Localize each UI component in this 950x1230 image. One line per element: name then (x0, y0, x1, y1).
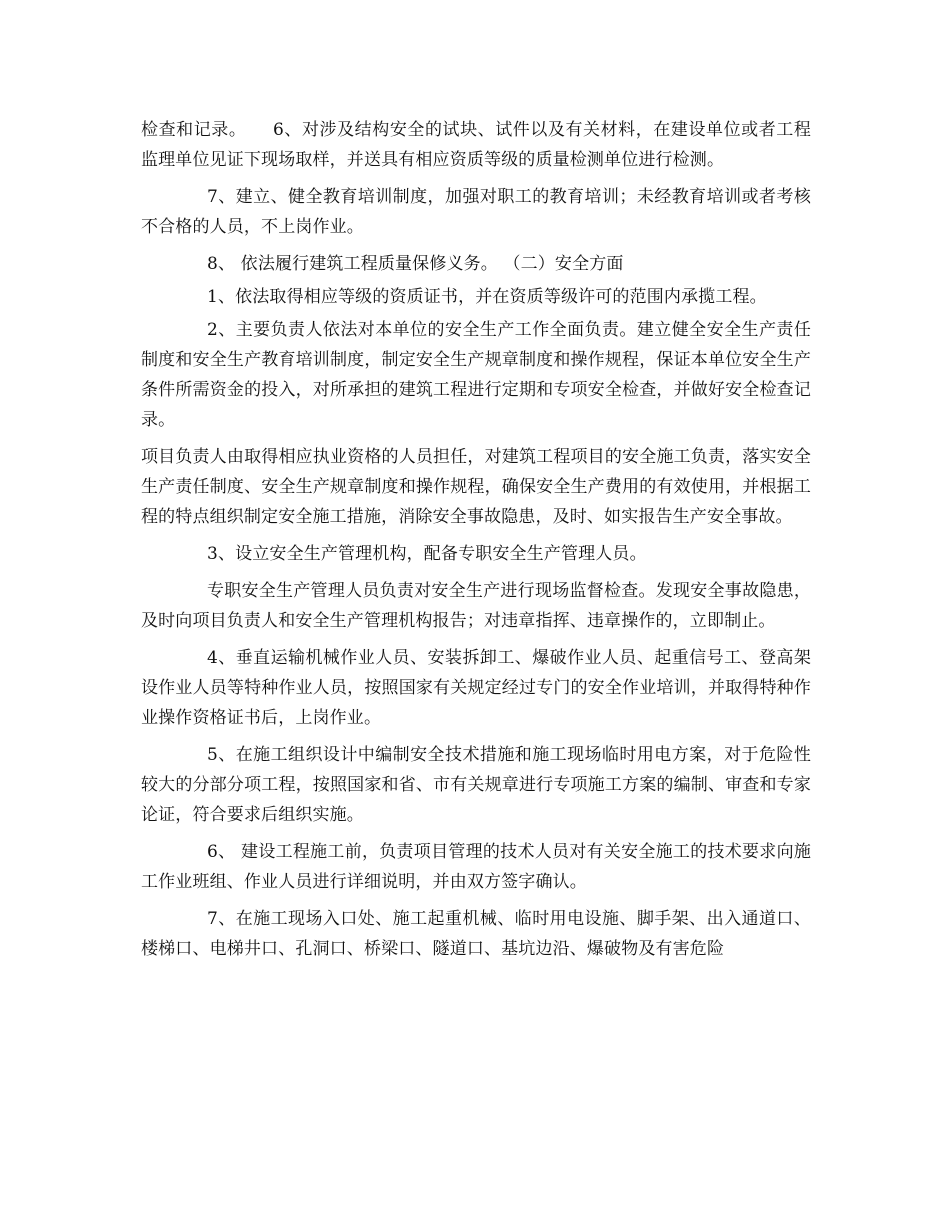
paragraph-4: 1、依法取得相应等级的资质证书，并在资质等级许可的范围内承揽工程。 (207, 287, 767, 307)
paragraph-5: 2、主要负责人依法对本单位的安全生产工作全面负责。建立健全安全生产责任制度和安全生产教育培训制度，制定安全生产规章制度和操作规程，保证本单位安全生产条件所需资金的投入，对所承担的建筑工程进行定期和专项安全检查，并做好安全检查记录。 (141, 320, 811, 430)
paragraph-8: 专职安全生产管理人员负责对安全生产进行现场监督检查。发现安全事故隐患，及时向项目负责人和安全生产管理机构报告；对违章指挥、违章操作的，立即制止。 (141, 581, 811, 631)
paragraph-9: 4、垂直运输机械作业人员、安装拆卸工、爆破作业人员、起重信号工、登高架设作业人员等特种作业人员，按照国家有关规定经过专门的安全作业培训，并取得特种作业操作资格证书后，上岗作业。 (141, 648, 811, 728)
paragraph-10: 5、在施工组织设计中编制安全技术措施和施工现场临时用电方案，对于危险性较大的分部分项工程，按照国家和省、市有关规章进行专项施工方案的编制、审查和专家论证，符合要求后组织实施。 (141, 745, 811, 825)
paragraph-11: 6、 建设工程施工前，负责项目管理的技术人员对有关安全施工的技术要求向施工作业班组、作业人员进行详细说明，并由双方签字确认。 (141, 842, 811, 892)
paragraph-7: 3、设立安全生产管理机构，配备专职安全生产管理人员。 (207, 544, 647, 564)
document-body (141, 115, 811, 971)
paragraph-2: 7、建立、健全教育培训制度，加强对职工的教育培训；未经教育培训或者考核不合格的人员，不上岗作业。 (141, 187, 811, 237)
paragraph-6: 项目负责人由取得相应执业资格的人员担任，对建筑工程项目的安全施工负责，落实安全生产责任制度、安全生产规章制度和操作规程，确保安全生产费用的有效使用，并根据工程的特点组织制定安全施工措施，消除安全事故隐患，及时、如实报告生产安全事故。 (141, 447, 811, 527)
paragraph-12: 7、在施工现场入口处、施工起重机械、临时用电设施、脚手架、出入通道口、楼梯口、电梯井口、孔洞口、桥梁口、隧道口、基坑边沿、爆破物及有害危险 (141, 909, 811, 959)
paragraph-3: 8、 依法履行建筑工程质量保修义务。 （二）安全方面 (207, 254, 624, 274)
paragraph-1: 检查和记录。 6、对涉及结构安全的试块、试件以及有关材料，在建设单位或者工程监理单位见证下现场取样，并送具有相应资质等级的质量检测单位进行检测。 (141, 120, 811, 170)
